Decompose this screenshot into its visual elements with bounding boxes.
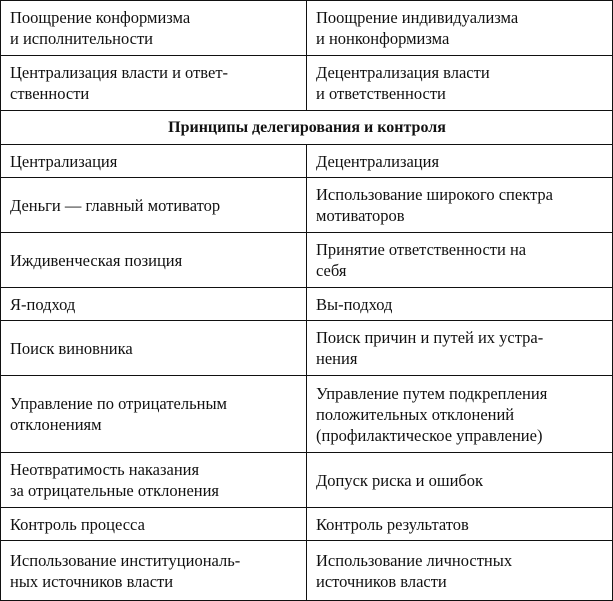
table-cell-left: Управление по отрицательным отклонениям [1, 376, 307, 452]
table-row [1, 178, 612, 233]
section-title: Принципы делегирования и контроля [168, 119, 446, 136]
table-row [1, 145, 612, 178]
table-cell-left: Поиск виновника [1, 321, 307, 375]
table-cell-right: Управление путем подкрепления положительных отклонений (профилактическое управление) [316, 383, 548, 445]
table-cell-right: Использование личностных источников власти [316, 550, 513, 591]
table-row [1, 56, 612, 111]
table-cell-left: Централизация власти и ответ- ственности [1, 56, 307, 110]
table-cell-right: Допуск риска и ошибок [316, 470, 484, 490]
table-cell-right: Использование широкого спектра мотиваторов [316, 185, 553, 225]
table-row [1, 453, 612, 508]
table-cell-right: Поощрение индивидуализма и нонконформизма [316, 8, 519, 48]
table-cell-left: Централизация [1, 145, 307, 177]
table-cell-right: Децентрализация власти и ответственности [316, 63, 490, 103]
table-cell-right: Вы-подход [316, 294, 393, 314]
table-cell-left: Контроль процесса [1, 508, 307, 540]
table-cell-left: Использование институциональ- ных источников власти [1, 541, 307, 600]
table-row [1, 1, 612, 56]
table-cell-left: Иждивенческая позиция [1, 233, 307, 287]
table-cell-right: Контроль результатов [316, 514, 469, 534]
table-row [1, 233, 612, 288]
table-cell-right: Принятие ответственности на себя [316, 240, 527, 280]
table-cell-right: Децентрализация [316, 151, 440, 171]
table-cell-left: Деньги — главный мотиватор [1, 178, 307, 232]
table-row [1, 321, 612, 376]
section-header-row [1, 111, 612, 145]
table-cell-left: Неотвратимость наказания за отрицательные отклонения [1, 453, 307, 507]
table-cell-left: Я-подход [1, 288, 307, 320]
table-row [1, 508, 612, 541]
table-row [1, 288, 612, 321]
table-cell-left: Поощрение конформизма и исполнительности [1, 1, 307, 55]
table-row [1, 541, 612, 600]
table-row [1, 376, 612, 453]
table-cell-right: Поиск причин и путей их устра- нения [316, 328, 544, 368]
